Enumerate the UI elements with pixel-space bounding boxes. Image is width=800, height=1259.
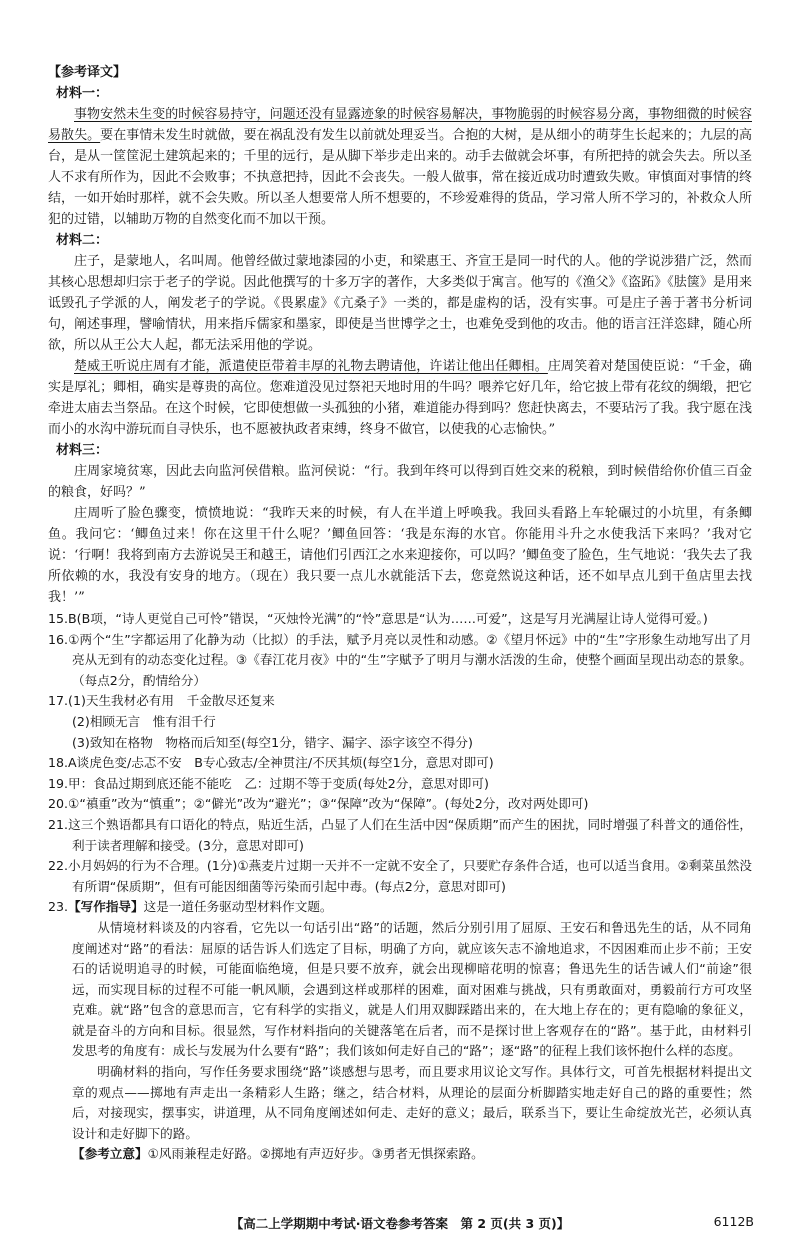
footer-code: 6112B	[713, 1214, 754, 1229]
answer-15: 15.B(B项，“诗人更觉自己可怜”错误，“灭烛怜光满”的“怜”意思是“认为……可爱”，这是写月光满屋让诗人觉得可爱。)	[48, 611, 708, 626]
writing-guide-paragraph-2: 明确材料的指向，写作任务要求围绕“路”谈感想与思考，而且要求用议论文写作。具体行文，可首先根据材料提出文章的观点——掷地有声走出一条精彩人生路；继之，结合材料，从理论的层面分析脚踏实地走好自己的路的重要性；然后，对接现实，摆事实，讲道理，从不同角度阐述如何走、走好的意义；最后，联系当下，要让生命绽放光芒，必须认真设计和走好脚下的路。	[72, 1064, 752, 1141]
material-2-underlined: 楚威王听说庄周有才能，派遣使臣带着丰厚的礼物去聘请他，许诺让他出任卿相。	[74, 359, 548, 374]
writing-guide-paragraph-1: 从情境材料谈及的内容看，它先以一句话引出“路”的话题，然后分别引用了屈原、王安石和鲁迅先生的话，从不同角度阐述对“路”的看法：屈原的话告诉人们选定了目标，明确了方向，就应该矢志不渝地追求，不因困难而止步不前；王安石的话说明追寻的时候，可能面临绝境，但是只要不放弃，就会出现柳暗花明的惊喜；鲁迅先生的话告诫人们“前途”很远，而实现目标的过程不可能一帆风顺，会遇到这样或那样的困难，面对困难与挑战，只有勇敢面对，勇毅前行方可攻坚克难。就“路”包含的意思而言，它有科学的实指义，就是人们用双脚踩踏出来的，在大地上存在的；更有隐喻的象征义，就是奋斗的方向和目标。很显然，写作材料指向的关键落笔在后者，而不是探讨世上客观存在的“路”。基于此，由材料引发思考的角度有：成长与发展为什么要有“路”；我们该如何走好自己的“路”；逐“路”的征程上我们该怀抱什么样的态度。	[72, 919, 752, 1059]
answer-17-2: (2)相顾无言 惟有泪千行	[72, 713, 216, 729]
footer-title: 【高二上学期期中考试·语文卷参考答案 第 2 页(共 3 页)】	[230, 1216, 570, 1231]
translation-heading: 【参考译文】	[48, 65, 127, 80]
material-3-paragraph-2: 庄周听了脸色骤变，愤愤地说：“我昨天来的时候，有人在半道上呼唤我。我回头看路上车轮碾过的小坑里，有条鲫鱼。我问它：‘鲫鱼过来！你在这里干什么呢？’鲫鱼回答：‘我是东海的水官。你能用斗升之水使我活下来吗？’我对它说：‘行啊！我将到南方去游说吴王和越王，请他们引西江之水来迎接你，可以吗？’鲫鱼变了脸色，生气地说：‘我失去了我所依赖的水，我没有安身的地方。（现在）我只要一点儿水就能活下去，您竟然说这种话，还不如早点儿到干鱼店里去找我！’”	[48, 506, 752, 605]
reference-ideas-text: ①风雨兼程走好路。②掷地有声迈好步。③勇者无惧探索路。	[147, 1146, 484, 1162]
answer-22: 22.小月妈妈的行为不合理。(1分)①燕麦片过期一天并不一定就不安全了，只要贮存条件合适，也可以适当食用。②剩菜虽然没有所谓“保质期”，但有可能因细菌等污染而引起中毒。(每点2分，意思对即可)	[48, 858, 752, 894]
answer-list	[48, 609, 752, 1165]
answer-17-1: 17.(1)天生我材必有用 千金散尽还复来	[48, 693, 275, 709]
answer-21: 21.这三个熟语都具有口语化的特点，贴近生活，凸显了人们在生活中因“保质期”而产生的困扰，同时增强了科普文的通俗性，利于读者理解和接受。(3分，意思对即可)	[48, 816, 752, 853]
answer-16: 16.①两个“生”字都运用了化静为动（比拟）的手法，赋予月亮以灵性和动感。②《望月怀远》中的“生”字形象生动地写出了月亮从无到有的动态变化过程。③《春江花月夜》中的“生”字赋予了明月与潮水活泼的生命，使整个画面呈现出动态的景象。（每点2分，酌情给分）	[48, 631, 752, 688]
answer-19: 19.甲：食品过期到底还能不能吃 乙：过期不等于变质(每处2分，意思对即可)	[48, 775, 489, 791]
material-2-label: 材料二：	[56, 233, 109, 248]
answer-23-heading	[48, 897, 752, 918]
material-1-text: 要在事情未发生时就做，要在祸乱没有发生以前就处理妥当。合抱的大树，是从细小的萌芽生长起来的；九层的高台，是从一筐筐泥土建筑起来的；千里的远行，是从脚下举步走出来的。动手去做就会坏事，有所把持的就会失去。所以圣人不求有所作为，因此不会败事；不执意把持，因此不会丧失。一般人做事，常在接近成功时遭致失败。审慎面对事情的终结，一如开始时那样，就不会失败。所以圣人想要常人所不想要的，不珍爱难得的货品，学习常人所不学习的，补救众人所犯的过错，以辅助万物的自然变化而不加以干预。	[48, 128, 752, 227]
reference-ideas	[48, 1144, 752, 1165]
material-3-label: 材料三：	[56, 443, 109, 458]
writing-guide-tag: 【写作指导】	[68, 899, 144, 915]
material-2-text: 庄周笑着对楚国使臣说：“千金，确实是厚礼；卿相，确实是尊贵的高位。您难道没见过祭祀天地时用的牛吗？喂养它好几年，给它披上带有花纹的绸缎，把它牵进太庙去当祭品。在这个时候，它即使想做一头孤独的小猪，难道能办得到吗？您赶快离去，不要玷污了我。我宁愿在浅而小的水沟中游玩而自寻快乐，也不愿被执政者束缚，终身不做官，以使我的心志愉快。”	[48, 359, 752, 437]
reference-ideas-tag: 【参考立意】	[72, 1146, 148, 1162]
answer-17-3: (3)致知在格物 物格而后知至(每空1分，错字、漏字、添字该空不得分)	[72, 734, 473, 750]
material-1-paragraph	[48, 104, 752, 230]
material-2-paragraph-1: 庄子，是蒙地人，名叫周。他曾经做过蒙地漆园的小吏，和梁惠王、齐宣王是同一时代的人。他的学说涉猎广泛，然而其核心思想却归宗于老子的学说。因此他撰写的十多万字的著作，大多类似于寓言。他写的《渔父》《盗跖》《胠箧》是用来诋毁孔子学派的人，阐发老子的学说。《畏累虚》《亢桑子》一类的，都是虚构的话，没有实事。可是庄子善于著书分析词句，阐述事理，譬喻情状，用来指斥儒家和墨家，即使是当世博学之士，也难免受到他的攻击。他的语言汪洋恣肆，随心所欲，所以从王公大人起，都无法采用他的学说。	[48, 254, 752, 353]
writing-guide-lead: 这是一道任务驱动型材料作文题。	[143, 899, 333, 915]
answer-20: 20.①“禛重”改为“慎重”；②“僻光”改为“避光”；③“保障”改为“保障”。(每处2分，改对两处即可)	[48, 796, 589, 812]
material-3-paragraph-1: 庄周家境贫寒，因此去向监河侯借粮。监河侯说：“行。我到年终可以得到百姓交来的税粮，到时候借给你价值三百金的粮食，好吗？”	[48, 464, 752, 500]
material-1-label: 材料一：	[56, 86, 109, 101]
material-2-paragraph-2	[48, 356, 752, 440]
material-1-underlined: 事物安然未生变的时候容易持守，问题还没有显露迹象的时候容易解决，事物脆弱的时候容易分离，事物细微的时候容易散失。	[48, 107, 752, 143]
reference-translation	[48, 62, 752, 608]
answer-18: 18.A谈虎色变/忐忑不安 B专心致志/全神贯注/不厌其烦(每空1分，意思对即可)	[48, 755, 494, 771]
answer-23-number: 23.	[48, 899, 69, 915]
